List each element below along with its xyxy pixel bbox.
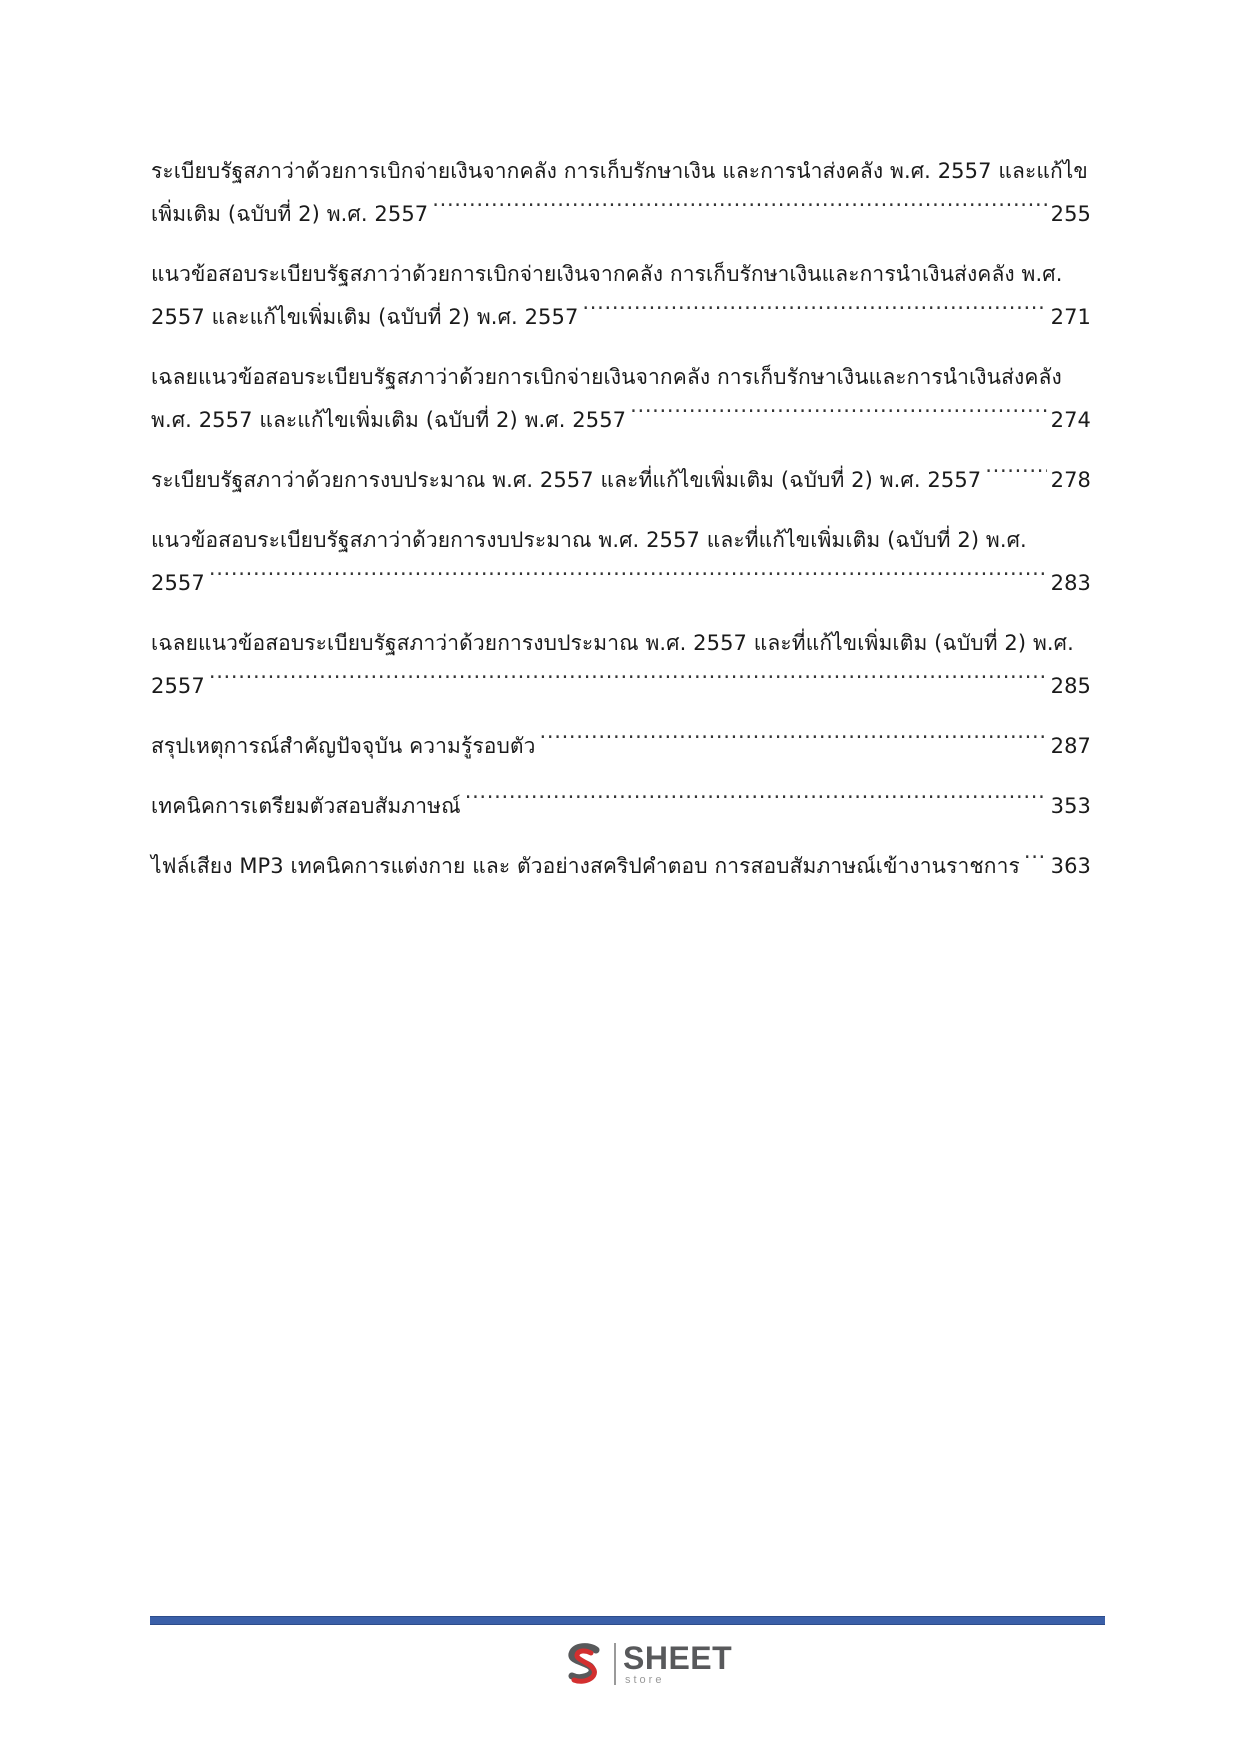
toc-entry[interactable] — [151, 459, 1091, 502]
toc-entry-text: เฉลยแนวข้อสอบระเบียบรัฐสภาว่าด้วยการเบิกจ่ายเงินจากคลัง การเก็บรักษาเงินและการนำเงินส่งคลัง — [151, 365, 1062, 389]
toc-entry-text: ระเบียบรัฐสภาว่าด้วยการเบิกจ่ายเงินจากคลัง การเก็บรักษาเงิน และการนำส่งคลัง พ.ศ. 2557 และแก้ไข — [151, 159, 1088, 183]
toc-page-number: 353 — [1050, 794, 1091, 818]
toc-entry-text: 2557 — [151, 674, 205, 698]
footer-rule — [150, 1616, 1105, 1625]
dot-leader — [630, 406, 1046, 427]
logo-text — [623, 1642, 732, 1686]
toc-entry-text: 2557 — [151, 571, 205, 595]
sheet-store-logo-icon — [560, 1640, 608, 1688]
toc-entry-text: ไฟล์เสียง MP3 เทคนิคการแต่งกาย และ ตัวอย่างสคริปคำตอบ การสอบสัมภาษณ์เข้างานราชการ — [151, 854, 1020, 878]
toc-entry-text: พ.ศ. 2557 และแก้ไขเพิ่มเติม (ฉบับที่ 2) พ.ศ. 2557 — [151, 408, 627, 432]
toc-entry-text: แนวข้อสอบระเบียบรัฐสภาว่าด้วยการงบประมาณ พ.ศ. 2557 และที่แก้ไขเพิ่มเติม (ฉบับที่ 2) พ.ศ. — [151, 528, 1027, 552]
toc-entry[interactable] — [151, 519, 1091, 605]
toc-page-number: 363 — [1050, 854, 1091, 878]
dot-leader — [1024, 852, 1047, 873]
dot-leader — [985, 466, 1046, 487]
toc-entry[interactable] — [151, 785, 1091, 828]
toc-entry-text: เทคนิคการเตรียมตัวสอบสัมภาษณ์ — [151, 794, 461, 818]
toc-entry-text: ระเบียบรัฐสภาว่าด้วยการงบประมาณ พ.ศ. 2557 และที่แก้ไขเพิ่มเติม (ฉบับที่ 2) พ.ศ. 2557 — [151, 468, 982, 492]
toc-page-number: 285 — [1050, 674, 1091, 698]
dot-leader — [582, 303, 1046, 324]
logo-subtext: store — [625, 1674, 665, 1686]
toc-entry[interactable] — [151, 150, 1091, 236]
toc-entry-text: เฉลยแนวข้อสอบระเบียบรัฐสภาว่าด้วยการงบประมาณ พ.ศ. 2557 และที่แก้ไขเพิ่มเติม (ฉบับที่ 2) พ.ศ. — [151, 631, 1074, 655]
toc-entry-text: สรุปเหตุการณ์สำคัญปัจจุบัน ความรู้รอบตัว — [151, 734, 536, 758]
toc-entry[interactable] — [151, 622, 1091, 708]
toc-entry[interactable] — [151, 356, 1091, 442]
dot-leader — [465, 792, 1047, 813]
dot-leader — [540, 732, 1047, 753]
toc-entry[interactable] — [151, 845, 1091, 888]
toc-page-number: 271 — [1050, 305, 1091, 329]
sheet-store-logo — [560, 1636, 732, 1692]
logo-divider — [614, 1643, 616, 1685]
toc-page-number: 283 — [1050, 571, 1091, 595]
dot-leader — [432, 200, 1046, 221]
table-of-contents — [151, 150, 1091, 905]
toc-entry[interactable] — [151, 253, 1091, 339]
toc-page-number: 278 — [1050, 468, 1091, 492]
toc-entry-text: 2557 และแก้ไขเพิ่มเติม (ฉบับที่ 2) พ.ศ. 2557 — [151, 305, 579, 329]
logo-wordmark: SHEET — [623, 1640, 733, 1676]
toc-page-number: 287 — [1050, 734, 1091, 758]
toc-page-number: 255 — [1050, 202, 1091, 226]
toc-page-number: 274 — [1050, 408, 1091, 432]
toc-entry[interactable] — [151, 725, 1091, 768]
toc-entry-text: เพิ่มเติม (ฉบับที่ 2) พ.ศ. 2557 — [151, 202, 429, 226]
dot-leader — [209, 569, 1047, 590]
dot-leader — [209, 672, 1047, 693]
toc-entry-text: แนวข้อสอบระเบียบรัฐสภาว่าด้วยการเบิกจ่ายเงินจากคลัง การเก็บรักษาเงินและการนำเงินส่งคลัง พ.ศ. — [151, 262, 1063, 286]
